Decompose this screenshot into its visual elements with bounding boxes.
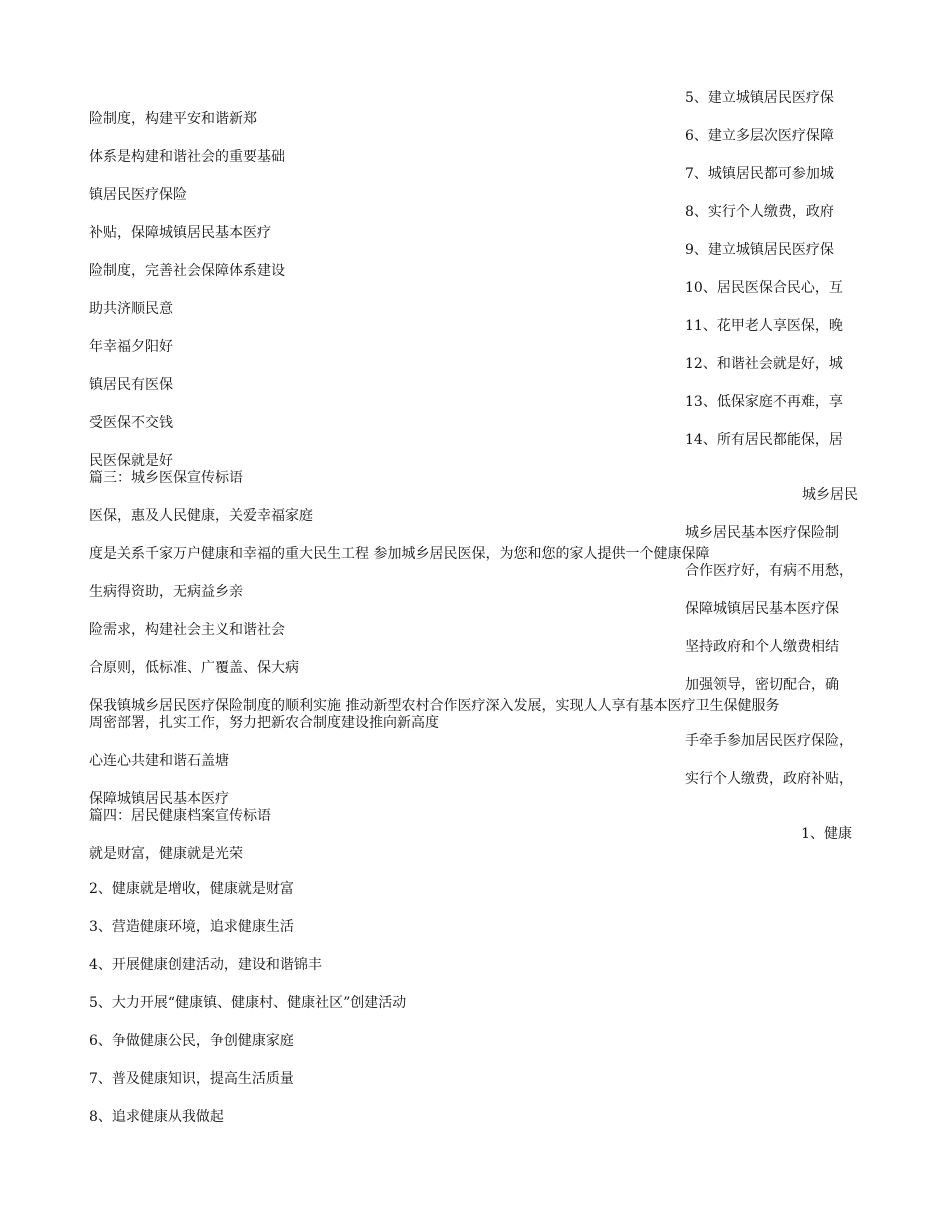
left-text-line: 镇居民医疗保险 — [89, 187, 187, 203]
left-text-line: 保我镇城乡居民医疗保险制度的顺利实施 推动新型农村合作医疗深入发展，实现人人享有基本医疗卫生保健服务 — [89, 698, 780, 714]
list-item: 就是财富，健康就是光荣 — [89, 846, 243, 862]
right-text-line: 5、建立城镇居民医疗保 — [685, 90, 834, 106]
right-text-line: 实行个人缴费，政府补贴， — [685, 771, 853, 787]
left-text-line: 险需求，构建社会主义和谐社会 — [89, 622, 285, 638]
right-text-line: 10、居民医保合民心，互 — [685, 280, 843, 296]
left-text-line: 补贴，保障城镇居民基本医疗 — [89, 225, 271, 241]
right-text-line: 6、建立多层次医疗保障 — [685, 128, 834, 144]
left-text-line: 民医保就是好 — [89, 453, 173, 469]
right-text-line: 14、所有居民都能保，居 — [685, 432, 843, 448]
list-item: 5、大力开展“健康镇、健康村、健康社区”创建活动 — [89, 995, 407, 1011]
right-text-line: 手牵手参加居民医疗保险， — [685, 733, 853, 749]
left-text-line: 险制度，构建平安和谐新郑 — [89, 111, 257, 127]
right-text-line: 11、花甲老人享医保，晚 — [685, 318, 843, 334]
list-item: 6、争做健康公民，争创健康家庭 — [89, 1033, 294, 1049]
right-text-line: 7、城镇居民都可参加城 — [685, 166, 834, 182]
left-text-line: 体系是构建和谐社会的重要基础 — [89, 149, 285, 165]
right-text-line: 城乡居民基本医疗保险制 — [685, 525, 839, 541]
right-text-line: 保障城镇居民基本医疗保 — [685, 601, 839, 617]
list-item: 2、健康就是增收，健康就是财富 — [89, 881, 294, 897]
list-item: 7、普及健康知识，提高生活质量 — [89, 1071, 294, 1087]
left-text-line: 险制度，完善社会保障体系建设 — [89, 263, 285, 279]
left-text-line: 周密部署，扎实工作，努力把新农合制度建设推向新高度 — [89, 715, 439, 731]
list-item: 3、营造健康环境，追求健康生活 — [89, 919, 294, 935]
right-label: 城乡居民 — [802, 487, 858, 503]
right-text-line: 12、和谐社会就是好，城 — [685, 356, 843, 372]
left-text-line: 医保，惠及人民健康，关爱幸福家庭 — [89, 508, 313, 524]
list-item: 4、开展健康创建活动，建设和谐锦丰 — [89, 957, 322, 973]
list-item: 8、追求健康从我做起 — [89, 1109, 224, 1125]
left-text-line: 度是关系千家万户健康和幸福的重大民生工程 参加城乡居民医保，为您和您的家人提供一个健康保障 — [89, 546, 710, 562]
right-text-line: 9、建立城镇居民医疗保 — [685, 242, 834, 258]
left-text-line: 受医保不交钱 — [89, 415, 173, 431]
right-label: 1、健康 — [801, 826, 852, 842]
right-text-line: 合作医疗好，有病不用愁， — [685, 563, 853, 579]
left-text-line: 年幸福夕阳好 — [89, 339, 173, 355]
right-text-line: 13、低保家庭不再难，享 — [685, 394, 843, 410]
left-text-line: 合原则，低标准、广覆盖、保大病 — [89, 660, 299, 676]
section-heading: 篇四：居民健康档案宣传标语 — [89, 808, 271, 824]
left-text-line: 镇居民有医保 — [89, 377, 173, 393]
left-text-line: 保障城镇居民基本医疗 — [89, 791, 229, 807]
left-text-line: 助共济顺民意 — [89, 301, 173, 317]
left-text-line: 心连心共建和谐石盖塘 — [89, 753, 229, 769]
right-text-line: 加强领导，密切配合，确 — [685, 677, 839, 693]
section-heading: 篇三：城乡医保宣传标语 — [89, 470, 243, 486]
right-text-line: 坚持政府和个人缴费相结 — [685, 639, 839, 655]
right-text-line: 8、实行个人缴费，政府 — [685, 204, 834, 220]
left-text-line: 生病得资助，无病益乡亲 — [89, 584, 243, 600]
